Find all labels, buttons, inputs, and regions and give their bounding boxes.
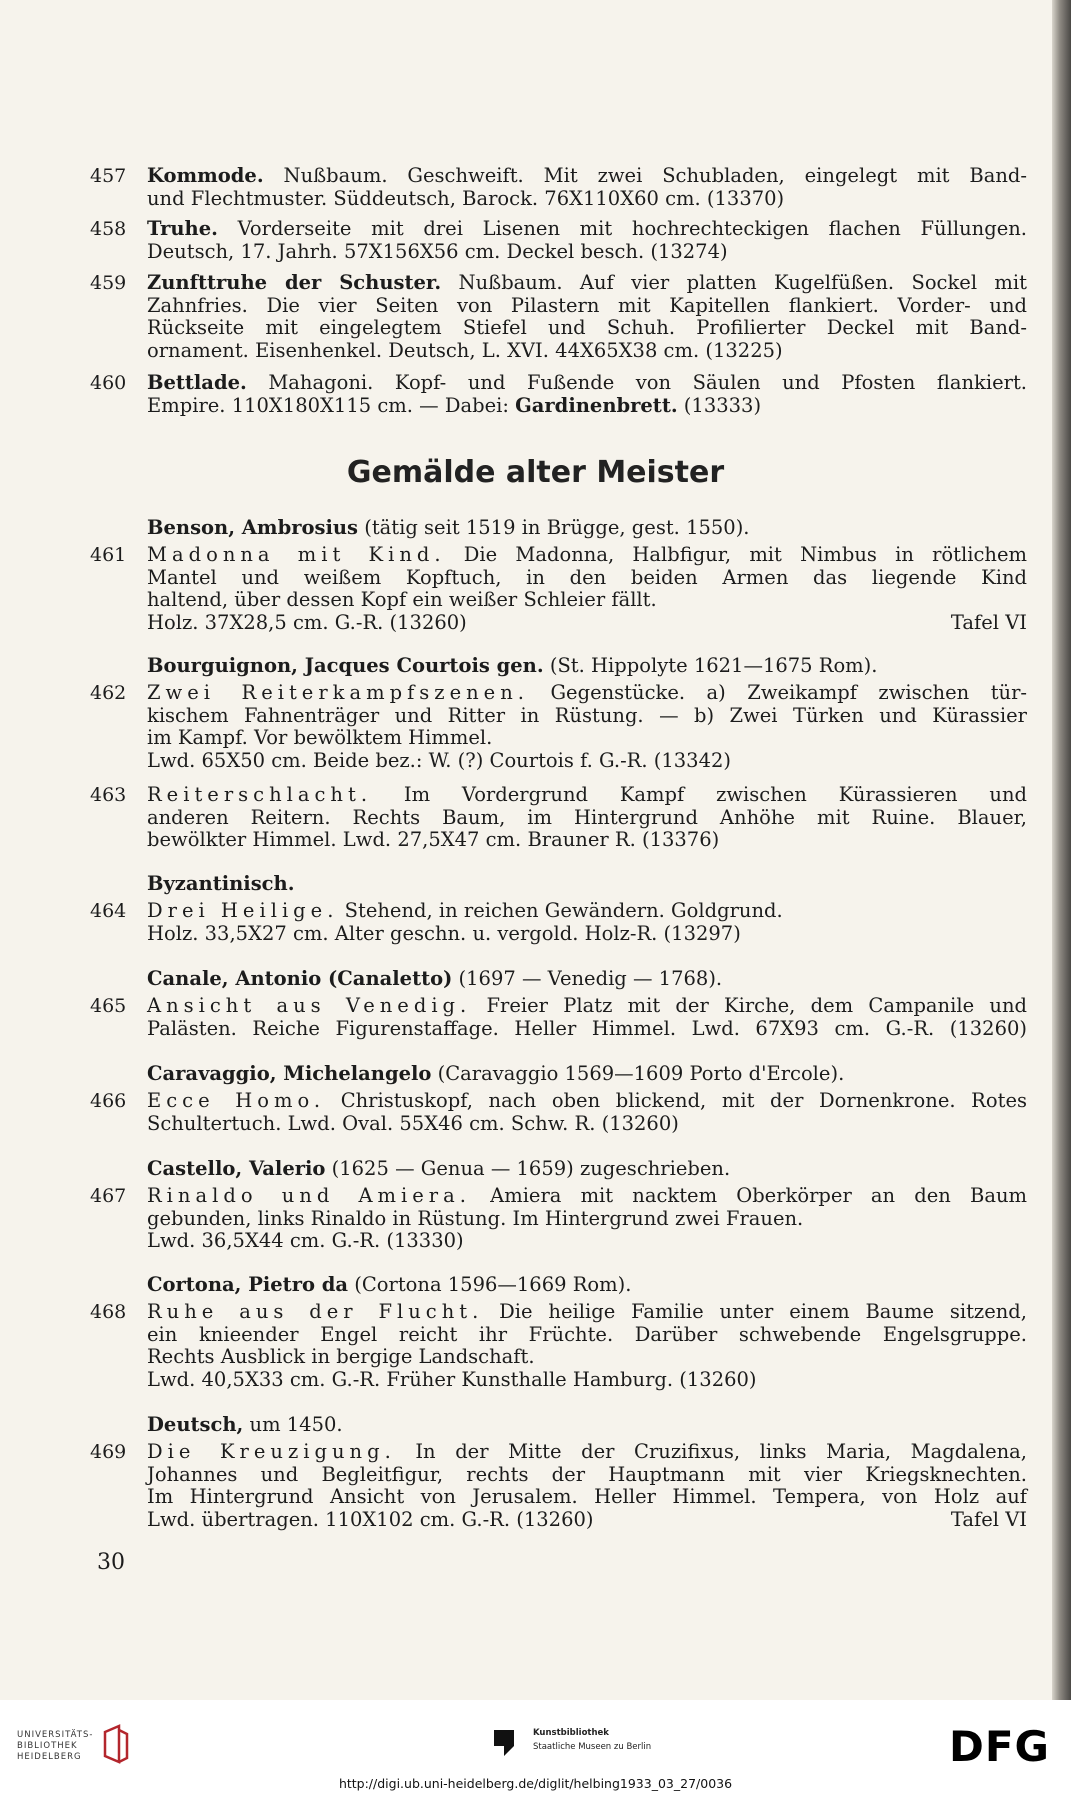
entry-title: Rinaldo und Amiera. xyxy=(147,1184,471,1207)
plate-reference: Tafel VI xyxy=(950,1507,1027,1531)
artist-heading xyxy=(147,655,1027,678)
kb-subtitle: Staatliche Museen zu Berlin xyxy=(533,1742,652,1752)
entry-title: Ruhe aus der Flucht. xyxy=(147,1300,484,1323)
entry-number: 457 xyxy=(90,165,127,187)
entry-subitem-title: Gardinenbrett. xyxy=(515,393,678,417)
entry-title: Madonna mit Kind. xyxy=(147,543,446,566)
entry-number: 461 xyxy=(90,544,127,566)
artist-name: Canale, Antonio (Canaletto) xyxy=(147,967,453,990)
entry-title: Drei Heilige. xyxy=(147,899,339,922)
artist-heading xyxy=(147,968,1027,991)
artist-heading xyxy=(147,1274,1027,1297)
artist-info: (Caravaggio 1569—1609 Porto d'Ercole). xyxy=(431,1062,845,1085)
artist-name: Deutsch, xyxy=(147,1413,244,1436)
entry-number: 464 xyxy=(90,900,127,922)
entry-line: Palästen. Reiche Figurenstaffage. Heller Himmel. Lwd. 67X93 cm. G.-R. (13260) xyxy=(147,1016,1027,1040)
entry-line: Mantel und weißem Kopftuch, in den beiden Armen das liegende Kind xyxy=(147,565,1027,589)
entry-line: Rechts Ausblick in bergige Landschaft. xyxy=(147,1345,535,1368)
entry-line: Rückseite mit eingelegtem Stiefel und Schuh. Profilierter Deckel mit Band- xyxy=(147,316,1027,339)
dfg-logo[interactable]: DFG xyxy=(949,1722,1051,1771)
entry-line: Lwd. 40,5X33 cm. G.-R. Früher Kunsthalle Hamburg. (13260) xyxy=(147,1367,757,1391)
entry-line xyxy=(147,1090,1027,1113)
source-url-link[interactable]: http://digi.ub.uni-heidelberg.de/diglit/helbing1933_03_27/0036 xyxy=(338,1776,733,1791)
entry-number: 467 xyxy=(90,1185,127,1207)
entry-line: Im Hintergrund Ansicht von Jerusalem. Heller Himmel. Tempera, von Holz auf xyxy=(147,1485,1027,1508)
artist-name: Castello, Valerio xyxy=(147,1157,326,1180)
entry-line xyxy=(147,395,1027,418)
entry-number: 469 xyxy=(90,1441,127,1463)
entry-line: Zahnfries. Die vier Seiten von Pilastern mit Kapitellen flankiert. Vorder- und xyxy=(147,293,1027,317)
artist-info: (Cortona 1596—1669 Rom). xyxy=(348,1273,632,1296)
entry-number: 466 xyxy=(90,1090,127,1112)
entry-line: Schultertuch. Lwd. Oval. 55X46 cm. Schw. R. (13260) xyxy=(147,1111,679,1135)
artist-heading xyxy=(147,517,1027,540)
entry-line: und Flechtmuster. Süddeutsch, Barock. 76X110X60 cm. (13370) xyxy=(147,186,785,210)
logo-text-line: HEIDELBERG xyxy=(17,1752,82,1762)
entry-line xyxy=(147,682,1027,705)
entry-text: Nußbaum. Geschweift. Mit zwei Schubladen, eingelegt mit Band- xyxy=(263,164,1027,187)
entry-text: Stehend, in reichen Gewändern. Goldgrund. xyxy=(338,899,783,922)
entry-number: 465 xyxy=(90,995,127,1017)
entry-text: Gegenstücke. a) Zweikampf zwischen tür- xyxy=(528,681,1028,704)
entry-text: Amiera mit nacktem Oberkörper an den Baum xyxy=(470,1184,1027,1207)
entry-text: Empire. 110X180X115 cm. — Dabei: xyxy=(147,393,516,417)
entry-line xyxy=(147,218,1027,241)
entry-line: Lwd. 36,5X44 cm. G.-R. (13330) xyxy=(147,1229,464,1252)
entry-line: ornament. Eisenhenkel. Deutsch, L. XVI. 44X65X38 cm. (13225) xyxy=(147,338,783,362)
entry-text: Lwd. übertragen. 110X102 cm. G.-R. (13260) xyxy=(147,1507,594,1531)
entry-line xyxy=(147,1185,1027,1208)
artist-info: (tätig seit 1519 in Brügge, gest. 1550). xyxy=(358,516,750,539)
artist-name: Caravaggio, Michelangelo xyxy=(147,1062,432,1085)
university-emblem-icon xyxy=(101,1722,129,1766)
entry-line xyxy=(147,900,1027,923)
entry-line: Deutsch, 17. Jahrh. 57X156X56 cm. Deckel besch. (13274) xyxy=(147,239,728,263)
entry-number: 460 xyxy=(90,372,127,394)
entry-line: gebunden, links Rinaldo in Rüstung. Im Hintergrund zwei Frauen. xyxy=(147,1206,804,1230)
entry-line xyxy=(147,372,1027,395)
entry-text: Holz. 37X28,5 cm. G.-R. (13260) xyxy=(147,610,467,634)
entry-text: Die Madonna, Halbfigur, mit Nimbus in rötlichem xyxy=(445,543,1027,566)
artist-name: Byzantinisch. xyxy=(147,872,295,895)
entry-title: Bettlade. xyxy=(147,371,247,394)
entry-number: 463 xyxy=(90,784,127,806)
entry-line xyxy=(147,1441,1027,1464)
artist-info: (St. Hippolyte 1621—1675 Rom). xyxy=(543,654,878,677)
artist-heading xyxy=(147,1414,1027,1437)
artist-heading xyxy=(147,873,1027,896)
artist-name: Benson, Ambrosius xyxy=(147,516,359,539)
entry-line: kischem Fahnenträger und Ritter in Rüstung. — b) Zwei Türken und Kürassier xyxy=(147,703,1027,727)
artist-heading xyxy=(147,1063,1027,1086)
entry-text: Mahagoni. Kopf- und Fußende von Säulen und Pfosten flankiert. xyxy=(246,371,1027,394)
entry-title: Zwei Reiterkampfszenen. xyxy=(147,681,529,704)
entry-title: Kommode. xyxy=(147,164,264,187)
artist-info: (1697 — Venedig — 1768). xyxy=(452,967,723,990)
kunstbibliothek-logo[interactable] xyxy=(533,1726,651,1754)
entry-text: Die heilige Familie unter einem Baume sitzend, xyxy=(483,1300,1027,1323)
entry-text: Nußbaum. Auf vier platten Kugelfüßen. Sockel mit xyxy=(441,271,1027,294)
page-number: 30 xyxy=(97,1550,125,1575)
artist-info: um 1450. xyxy=(243,1413,343,1436)
university-library-logo[interactable] xyxy=(17,1730,93,1763)
artist-heading xyxy=(147,1158,1027,1181)
entry-title: Zunfttruhe der Schuster. xyxy=(147,271,442,294)
entry-line xyxy=(147,165,1027,188)
entry-line: Holz. 33,5X27 cm. Alter geschn. u. vergold. Holz-R. (13297) xyxy=(147,921,741,945)
entry-line: im Kampf. Vor bewölktem Himmel. xyxy=(147,726,493,749)
entry-text: Vorderseite mit drei Lisenen mit hochrechteckigen flachen Füllungen. xyxy=(217,217,1027,240)
entry-line: haltend, über dessen Kopf ein weißer Schleier fällt. xyxy=(147,588,657,611)
entry-number: 462 xyxy=(90,682,127,704)
entry-title: Reiterschlacht. xyxy=(147,783,373,806)
entry-line: bewölkter Himmel. Lwd. 27,5X47 cm. Brauner R. (13376) xyxy=(147,828,720,851)
kunstbibliothek-logo-icon xyxy=(492,1726,516,1758)
page-edge-shadow xyxy=(1052,0,1071,1700)
entry-title: Die Kreuzigung. xyxy=(147,1440,396,1463)
artist-name: Cortona, Pietro da xyxy=(147,1273,349,1296)
entry-number: 459 xyxy=(90,272,127,294)
entry-text: Im Vordergrund Kampf zwischen Kürassieren und xyxy=(372,783,1027,806)
entry-title: Ecce Homo. xyxy=(147,1089,326,1112)
entry-number: 458 xyxy=(90,218,127,240)
kb-title: Kunstbibliothek xyxy=(533,1728,609,1738)
artist-info: (1625 — Genua — 1659) zugeschrieben. xyxy=(325,1157,731,1180)
plate-reference: Tafel VI xyxy=(950,610,1027,634)
entry-line: anderen Reitern. Rechts Baum, im Hintergrund Anhöhe mit Ruine. Blauer, xyxy=(147,805,1027,829)
entry-line xyxy=(147,784,1027,807)
logo-text-line: BIBLIOTHEK xyxy=(17,1741,78,1751)
entry-line: ein knieender Engel reicht ihr Früchte. Darüber schwebende Engelsgruppe. xyxy=(147,1322,1027,1346)
entry-text: In der Mitte der Cruzifixus, links Maria, Magdalena, xyxy=(395,1440,1028,1463)
artist-name: Bourguignon, Jacques Courtois gen. xyxy=(147,654,544,677)
entry-text: (13333) xyxy=(677,393,762,417)
entry-line xyxy=(147,544,1027,567)
entry-line: Lwd. 65X50 cm. Beide bez.: W. (?) Courtois f. G.-R. (13342) xyxy=(147,748,732,772)
entry-line xyxy=(147,612,1027,635)
entry-line xyxy=(147,995,1027,1018)
entry-line xyxy=(147,1301,1027,1324)
entry-title: Ansicht aus Venedig. xyxy=(147,994,472,1017)
entry-line: Johannes und Begleitfigur, rechts der Hauptmann mit vier Kriegsknechten. xyxy=(147,1462,1027,1486)
entry-line xyxy=(147,1509,1027,1532)
entry-text: Freier Platz mit der Kirche, dem Campanile und xyxy=(471,994,1027,1017)
section-title: Gemälde alter Meister xyxy=(346,455,725,490)
entry-number: 468 xyxy=(90,1301,127,1323)
logo-text-line: UNIVERSITÄTS- xyxy=(17,1730,94,1740)
entry-title: Truhe. xyxy=(147,217,218,240)
entry-line xyxy=(147,272,1027,295)
entry-text: Christuskopf, nach oben blickend, mit der Dornenkrone. Rotes xyxy=(325,1089,1027,1112)
